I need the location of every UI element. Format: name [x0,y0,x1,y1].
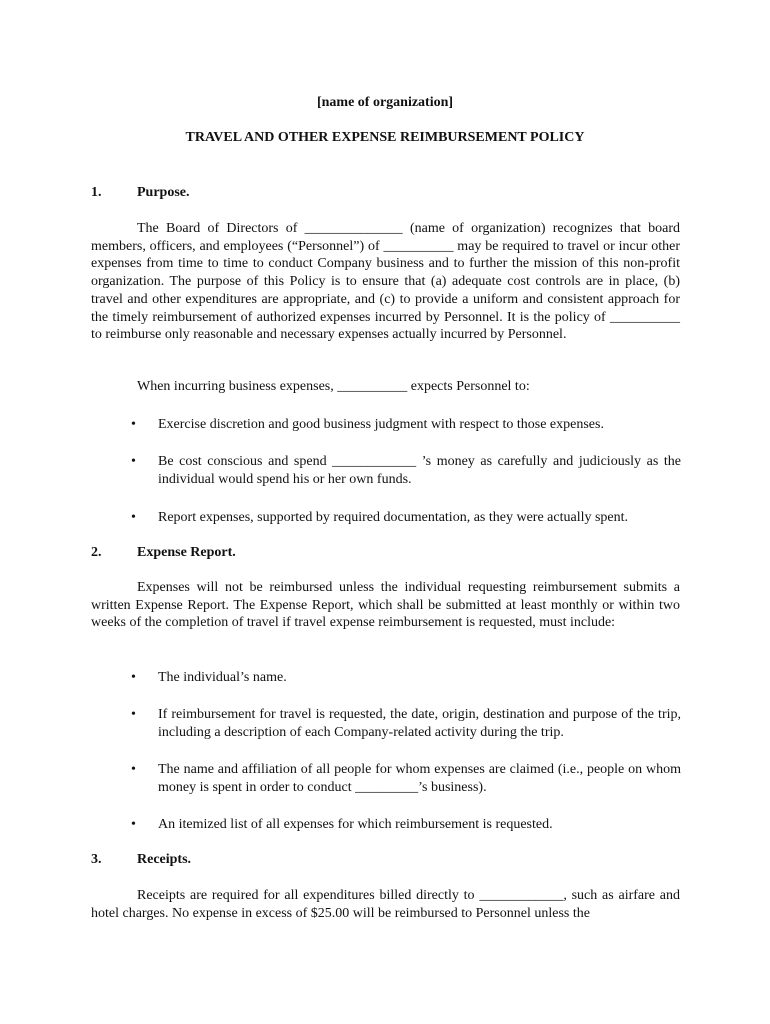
bullet-icon: • [131,762,136,777]
section-title: Purpose. [137,185,190,200]
bullet-icon: • [131,510,136,525]
section-heading-expense-report [91,544,236,562]
purpose-paragraph: The Board of Directors of ______________ (name of organization) recognizes that board members, officers, and employees (“Personnel”) of __________ may be required to travel or incur other expenses from time to time to conduct Company business and to further the mission of this non-profit organization. The purpose of this Policy is to ensure that (a) adequate cost controls are in place, (b) travel and other expenditures are appropriate, and (c) to provide a uniform and consistent approach for the timely reimbursement of authorized expenses incurred by Personnel. It is the policy of __________ to reimburse only reasonable and necessary expenses actually incurred by Personnel. [91,221,680,343]
organization-name-placeholder: [name of organization] [316,95,454,110]
list-item-text: Be cost conscious and spend ____________ ’s money as carefully and judiciously as the individual would spend his or her own funds. [158,454,681,487]
list-item [131,669,681,687]
section-heading-receipts [91,851,191,869]
bullet-icon: • [131,707,136,722]
list-item [131,816,681,834]
list-item [131,509,681,527]
expense-report-paragraph: Expenses will not be reimbursed unless the individual requesting reimbursement submits a written Expense Report. The Expense Report, which shall be submitted at least monthly or within two weeks of the completion of travel if travel expense reimbursement is requested, must include: [91,580,680,631]
section-number: 3. [91,852,102,867]
purpose-lead-in: When incurring business expenses, __________ expects Personnel to: [137,379,530,394]
section-number: 2. [91,545,102,560]
list-item [131,706,681,742]
list-item-text: Exercise discretion and good business judgment with respect to those expenses. [158,417,604,432]
list-item-text: An itemized list of all expenses for which reimbursement is requested. [158,817,553,832]
section-heading-purpose [91,184,190,202]
bullet-icon: • [131,817,136,832]
list-item-text: The name and affiliation of all people for whom expenses are claimed (i.e., people on whom money is spent in order to conduct _________’s business). [158,762,681,795]
bullet-icon: • [131,417,136,432]
receipts-paragraph: Receipts are required for all expenditures billed directly to ____________, such as airfare and hotel charges. No expense in excess of $25.00 will be reimbursed to Personnel unless the [91,888,680,921]
section-number: 1. [91,185,102,200]
list-item [131,453,681,489]
list-item-text: The individual’s name. [158,670,287,685]
list-item-text: Report expenses, supported by required documentation, as they were actually spent. [158,510,629,525]
section-title: Receipts. [137,852,192,867]
bullet-icon: • [131,454,136,469]
list-item [131,761,681,797]
document-title: TRAVEL AND OTHER EXPENSE REIMBURSEMENT POLICY [185,130,585,145]
list-item [131,416,681,434]
section-title: Expense Report. [137,545,236,560]
list-item-text: If reimbursement for travel is requested, the date, origin, destination and purpose of the trip, including a description of each Company-related activity during the trip. [158,707,681,740]
bullet-icon: • [131,670,136,685]
